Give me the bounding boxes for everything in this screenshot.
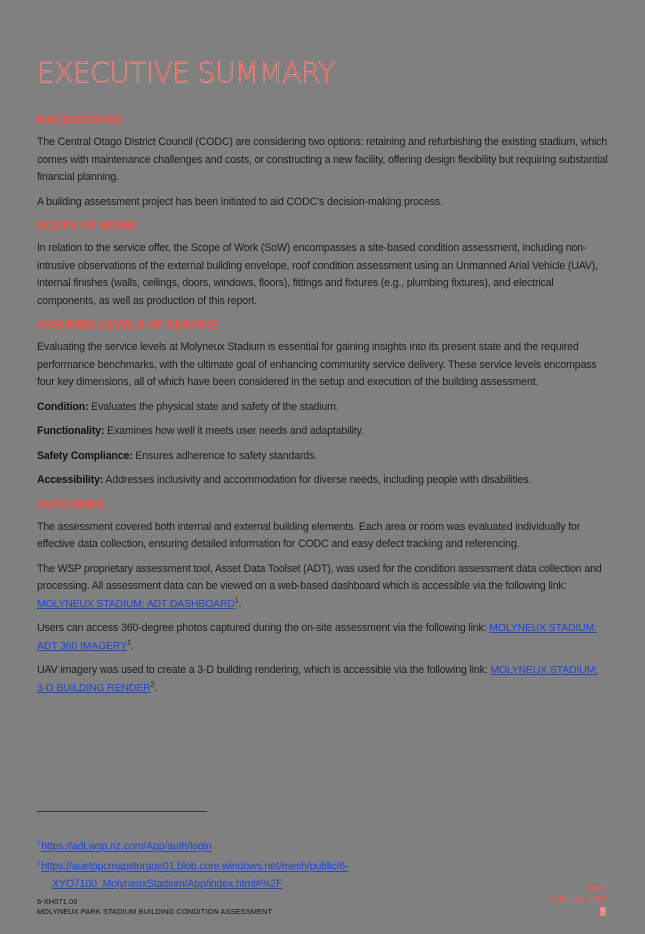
- desc-condition: Evaluates the physical state and safety of the stadium.: [88, 400, 339, 413]
- term-accessibility: Accessibility:: [37, 474, 104, 486]
- term-safety-compliance: Safety Compliance:: [37, 449, 133, 462]
- desc-accessibility: Addresses inclusivity and accommodation for diverse needs, including people with disabilities.: [103, 474, 532, 486]
- 3d-building-render-link[interactable]: MOLYNEUX STADIUM: 3-D BUILDING RENDER: [37, 665, 598, 694]
- page-title: EXECUTIVE SUMMARY: [37, 56, 335, 89]
- outcomes-paragraph-1: The assessment covered both internal and external building elements. Each area or room was evaluated individually for effective data collection, ensuring detailed information for CODC and easy defect tracking and referencing.: [37, 520, 581, 550]
- levels-paragraph-1: Evaluating the service levels at Molyneux Stadium is essential for gaining insights into its present state and the required performance benchmarks, with the ultimate goal of enhancing community service delivery. These service levels encompass four key dimensions, all of which have been considered in the setup and execution of the building assessment.: [37, 341, 597, 388]
- footnote-1-link[interactable]: https://adt.wsp.nz.com/App/auth/login: [41, 840, 212, 853]
- service-level-functionality: [37, 423, 609, 441]
- footnote-ref-1[interactable]: 1: [234, 596, 239, 604]
- background-paragraph-1: The Central Otago District Council (CODC) are considering two options: retaining and refurbishing the existing stadium, which comes with maintenance challenges and costs, or constructing a new facility, offering design flexibility but requiring substantial financial planning.: [37, 136, 608, 183]
- section-background: [37, 112, 609, 211]
- outcomes-paragraph-3: [37, 620, 609, 655]
- footer-left: [37, 897, 272, 917]
- footnotes: [37, 836, 597, 894]
- section-heading-outcomes: OUTCOMES: [37, 497, 105, 512]
- document-page: [37, 56, 609, 704]
- footnote-number: 1: [37, 841, 41, 847]
- footnote-ref-1b[interactable]: 1: [126, 638, 131, 646]
- project-code: 6-XH071.00: [37, 897, 78, 906]
- outcomes-p4-text: UAV imagery was used to create a 3-D building rendering, which is accessible via the following link:: [37, 664, 491, 676]
- scope-paragraph-1: In relation to the service offer, the Scope of Work (SoW) encompasses a site-based condition assessment, including non-intrusive observations of the external building envelope, roof condition assessment using an Unmanned Arial Vehicle (UAV), internal finishes (walls, ceilings, doors, windows, floors), fittings and fixtures (e.g., plumbing fixtures), and electrical components, as well as production of this report.: [37, 242, 598, 307]
- company-name: WSP: [587, 885, 606, 894]
- adt-dashboard-link[interactable]: MOLYNEUX STADIUM: ADT DASHBOARD: [37, 598, 235, 610]
- footnote-number: 2: [37, 861, 41, 868]
- section-heading-scope: SCOPE OF WORK: [37, 219, 138, 233]
- term-functionality: Functionality:: [37, 425, 105, 437]
- section-heading-background: BACKGROUND: [37, 113, 123, 127]
- service-level-accessibility: [37, 472, 609, 490]
- footnote-ref-2[interactable]: 2: [150, 680, 155, 688]
- footer-right: [551, 885, 606, 916]
- service-level-safety: [37, 448, 609, 466]
- desc-functionality: Examines how well it meets user needs and adaptability.: [104, 425, 364, 437]
- section-outcomes: [37, 497, 609, 698]
- outcomes-p2-end: .: [238, 597, 242, 610]
- outcomes-p3-text: Users can access 360-degree photos captured during the on-site assessment via the following link:: [37, 622, 490, 634]
- term-condition: Condition:: [37, 400, 89, 413]
- page-number: iii: [601, 908, 605, 914]
- section-scope-of-work: [37, 218, 609, 310]
- service-level-condition: [37, 399, 609, 417]
- section-heading-levels: ASSUMED LEVELS OF SERVICE: [37, 318, 218, 332]
- outcomes-paragraph-4: [37, 662, 609, 697]
- footnote-2-link-cont[interactable]: XYO7100_MolyneuxStadium/App/index.html#%2F: [52, 878, 283, 891]
- adt-360-imagery-link[interactable]: MOLYNEUX STADIUM: ADT 360 IMAGERY: [37, 623, 597, 652]
- document-date: 8 January 2024: [550, 895, 606, 904]
- outcomes-paragraph-2: [37, 561, 609, 614]
- section-levels-of-service: [37, 317, 609, 490]
- footnote-2: [37, 856, 597, 894]
- footnote-2-link[interactable]: https://auetopcmapstorage01.blob.core.windows.net/mesh/public/6-: [41, 860, 349, 873]
- outcomes-p2-text: The WSP proprietary assessment tool, Asset Data Toolset (ADT), was used for the condition assessment data collection and processing. All assessment data can be viewed on a web-based dashboard which is accessible via the following link:: [37, 562, 602, 592]
- footnote-1: [37, 836, 597, 856]
- outcomes-p3-end: .: [130, 639, 134, 652]
- footnote-divider: [37, 811, 207, 812]
- outcomes-p4-end: .: [154, 681, 158, 694]
- background-paragraph-2: A building assessment project has been initiated to aid CODC's decision-making process.: [37, 195, 443, 208]
- desc-safety-compliance: Ensures adherence to safety standards.: [132, 449, 317, 462]
- project-title: MOLYNEUX PARK STADIUM BUILDING CONDITION ASSESSMENT: [37, 907, 273, 916]
